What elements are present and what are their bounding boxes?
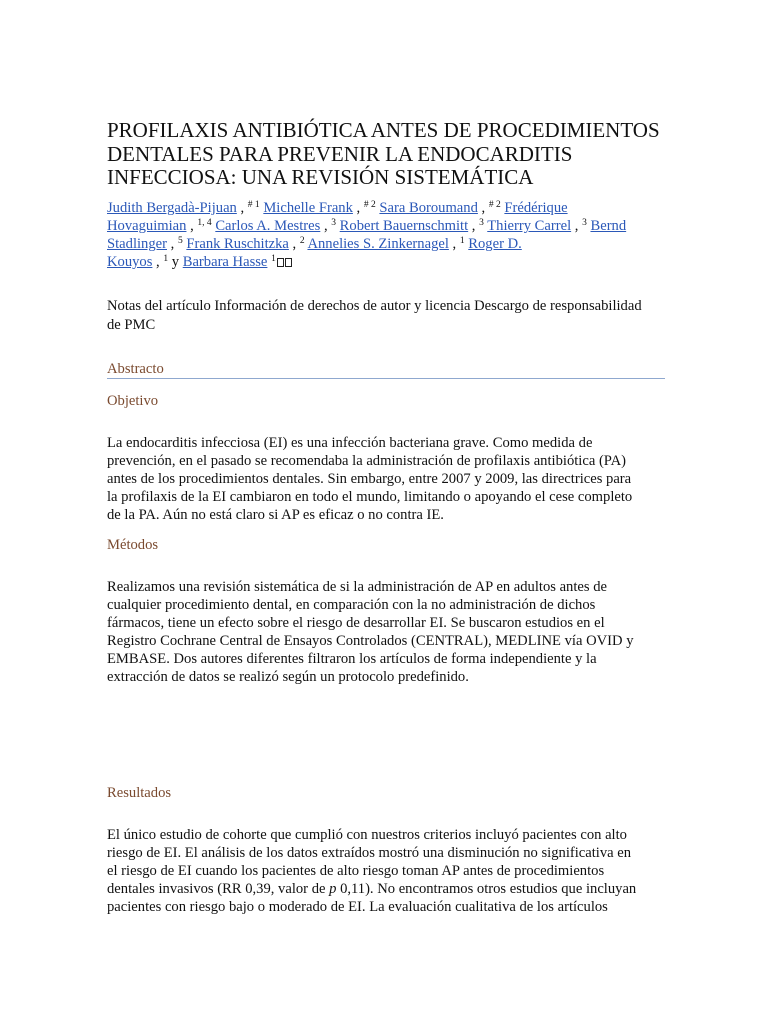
author-line: Stadlinger , $^5$ Frank Ruschitzka , $^2$ Annelies S. Zinkernagel , $^1$ Roger D.: [107, 236, 522, 252]
methods-heading: Métodos: [107, 537, 159, 553]
author-conjunction: y: [171, 254, 180, 270]
author-line: Kouyos , $^1$ y Barbara Hasse $^1$: [107, 253, 667, 271]
author-line: Hovaguimian , $^{1, 4}$ Carlos A. Mestres , $^3$ Robert Bauernschmitt , $^3$ Thierry Carrel , $^3$ Bernd: [107, 218, 627, 234]
paragraph-line: riesgo de EI. El análisis de los datos extraídos mostró una disminución no significativa en: [107, 845, 632, 861]
author-list: [107, 199, 667, 271]
author-affiliation: 1: [163, 254, 169, 264]
methods-paragraph: [107, 578, 667, 686]
paragraph-line: de la PA. Aún no está claro si AP es eficaz o no contra IE.: [107, 507, 444, 523]
paragraph-line: el riesgo de EI cuando los pacientes de alto riesgo toman AP antes de procedimientos: [107, 863, 605, 879]
author-affiliation: 1, 4: [197, 218, 212, 228]
author-link-hovaguimian[interactable]: Frédérique: [504, 200, 568, 216]
author-link-mestres[interactable]: Carlos A. Mestres: [215, 218, 321, 234]
author-line: Judith Bergadà-Pijuan , $^{\# 1}$ Michelle Frank , $^{\# 2}$ Sara Boroumand , $^{\# 2}$ Frédérique: [107, 200, 568, 216]
author-link-bergada-pijuan[interactable]: Judith Bergadà-Pijuan: [107, 200, 237, 216]
paragraph-line: pacientes con riesgo bajo o moderado de EI. La evaluación cualitativa de los artículos: [107, 899, 608, 915]
author-link-zinkernagel[interactable]: Annelies S. Zinkernagel: [307, 236, 449, 252]
author-affiliation: 1: [459, 236, 465, 246]
author-affiliation: # 1: [247, 200, 260, 210]
author-affiliation: 3: [582, 218, 587, 228]
paragraph-line: la profilaxis de la EI cambiaron en todo el mundo, limitando o apoyando el cese completo: [107, 489, 633, 505]
author-affiliation: 3: [331, 218, 337, 228]
paragraph-line: [107, 880, 667, 898]
title-line: DENTALES PARA PREVENIR LA ENDOCARDITIS: [107, 141, 573, 166]
author-link-carrel[interactable]: Thierry Carrel: [487, 218, 572, 234]
results-heading: Resultados: [107, 785, 172, 801]
author-link-hovaguimian-cont[interactable]: Hovaguimian: [107, 218, 187, 234]
author-affiliation: 1: [271, 254, 276, 264]
abstract-divider: [107, 378, 665, 379]
objective-paragraph: [107, 434, 667, 524]
paragraph-line: Registro Cochrane Central de Ensayos Controlados (CENTRAL), MEDLINE vía OVID y: [107, 633, 634, 649]
article-notes-links[interactable]: [107, 297, 667, 335]
author-link-ruschitzka[interactable]: Frank Ruschitzka: [186, 236, 289, 252]
paragraph-line: La endocarditis infecciosa (EI) es una infección bacteriana grave. Como medida de: [107, 435, 593, 451]
results-paragraph: [107, 826, 667, 916]
paragraph-line: Realizamos una revisión sistemática de si la administración de AP en adultos antes de: [107, 579, 607, 595]
line-segment: 0,11). No encontramos otros estudios que incluyan: [336, 881, 637, 897]
author-link-bauernschmitt[interactable]: Robert Bauernschmitt: [339, 218, 469, 234]
author-link-stadlinger-cont[interactable]: Stadlinger: [107, 236, 167, 252]
paragraph-line: extracción de datos se realizó según un protocolo predefinido.: [107, 669, 469, 685]
author-link-kouyos[interactable]: Roger D.: [468, 236, 522, 252]
article-title: [107, 119, 667, 190]
paragraph-line: El único estudio de cohorte que cumplió con nuestros criterios incluyó pacientes con alto: [107, 827, 627, 843]
paragraph-line: EMBASE. Dos autores diferentes filtraron los artículos de forma independiente y la: [107, 651, 597, 667]
author-link-hasse[interactable]: Barbara Hasse: [182, 254, 268, 270]
notes-line[interactable]: Notas del artículo Información de derechos de autor y licencia Descargo de responsabilidad: [107, 298, 642, 314]
title-line: PROFILAXIS ANTIBIÓTICA ANTES DE PROCEDIMIENTOS: [107, 118, 660, 142]
paragraph-line: fármacos, tiene un efecto sobre el riesgo de desarrollar EI. Se buscaron estudios en el: [107, 615, 605, 631]
author-link-stadlinger[interactable]: Bernd: [590, 218, 627, 234]
notes-line[interactable]: de PMC: [107, 317, 156, 333]
author-affiliation: 2: [299, 236, 305, 246]
abstract-heading: Abstracto: [107, 361, 164, 377]
missing-glyph-icon: [277, 258, 284, 267]
title-line: INFECCIOSA: UNA REVISIÓN SISTEMÁTICA: [107, 165, 534, 189]
line-segment: dentales invasivos (RR 0,39, valor de: [107, 881, 330, 897]
missing-glyph-icon: [285, 258, 292, 267]
author-affiliation: 5: [177, 236, 183, 246]
paragraph-line: antes de los procedimientos dentales. Sin embargo, entre 2007 y 2009, las directrices para: [107, 471, 632, 487]
author-affiliation: # 2: [363, 200, 376, 210]
paragraph-line: prevención, en el pasado se recomendaba la administración de profilaxis antibiótica (PA): [107, 453, 626, 469]
author-link-boroumand[interactable]: Sara Boroumand: [379, 200, 478, 216]
author-link-frank[interactable]: Michelle Frank: [263, 200, 353, 216]
author-affiliation: # 2: [488, 200, 501, 210]
paragraph-line: cualquier procedimiento dental, en comparación con la no administración de dichos: [107, 597, 596, 613]
author-affiliation: 3: [479, 218, 484, 228]
author-link-kouyos-cont[interactable]: Kouyos: [107, 254, 153, 270]
p-value-symbol: p: [329, 881, 337, 897]
objective-heading: Objetivo: [107, 393, 159, 409]
